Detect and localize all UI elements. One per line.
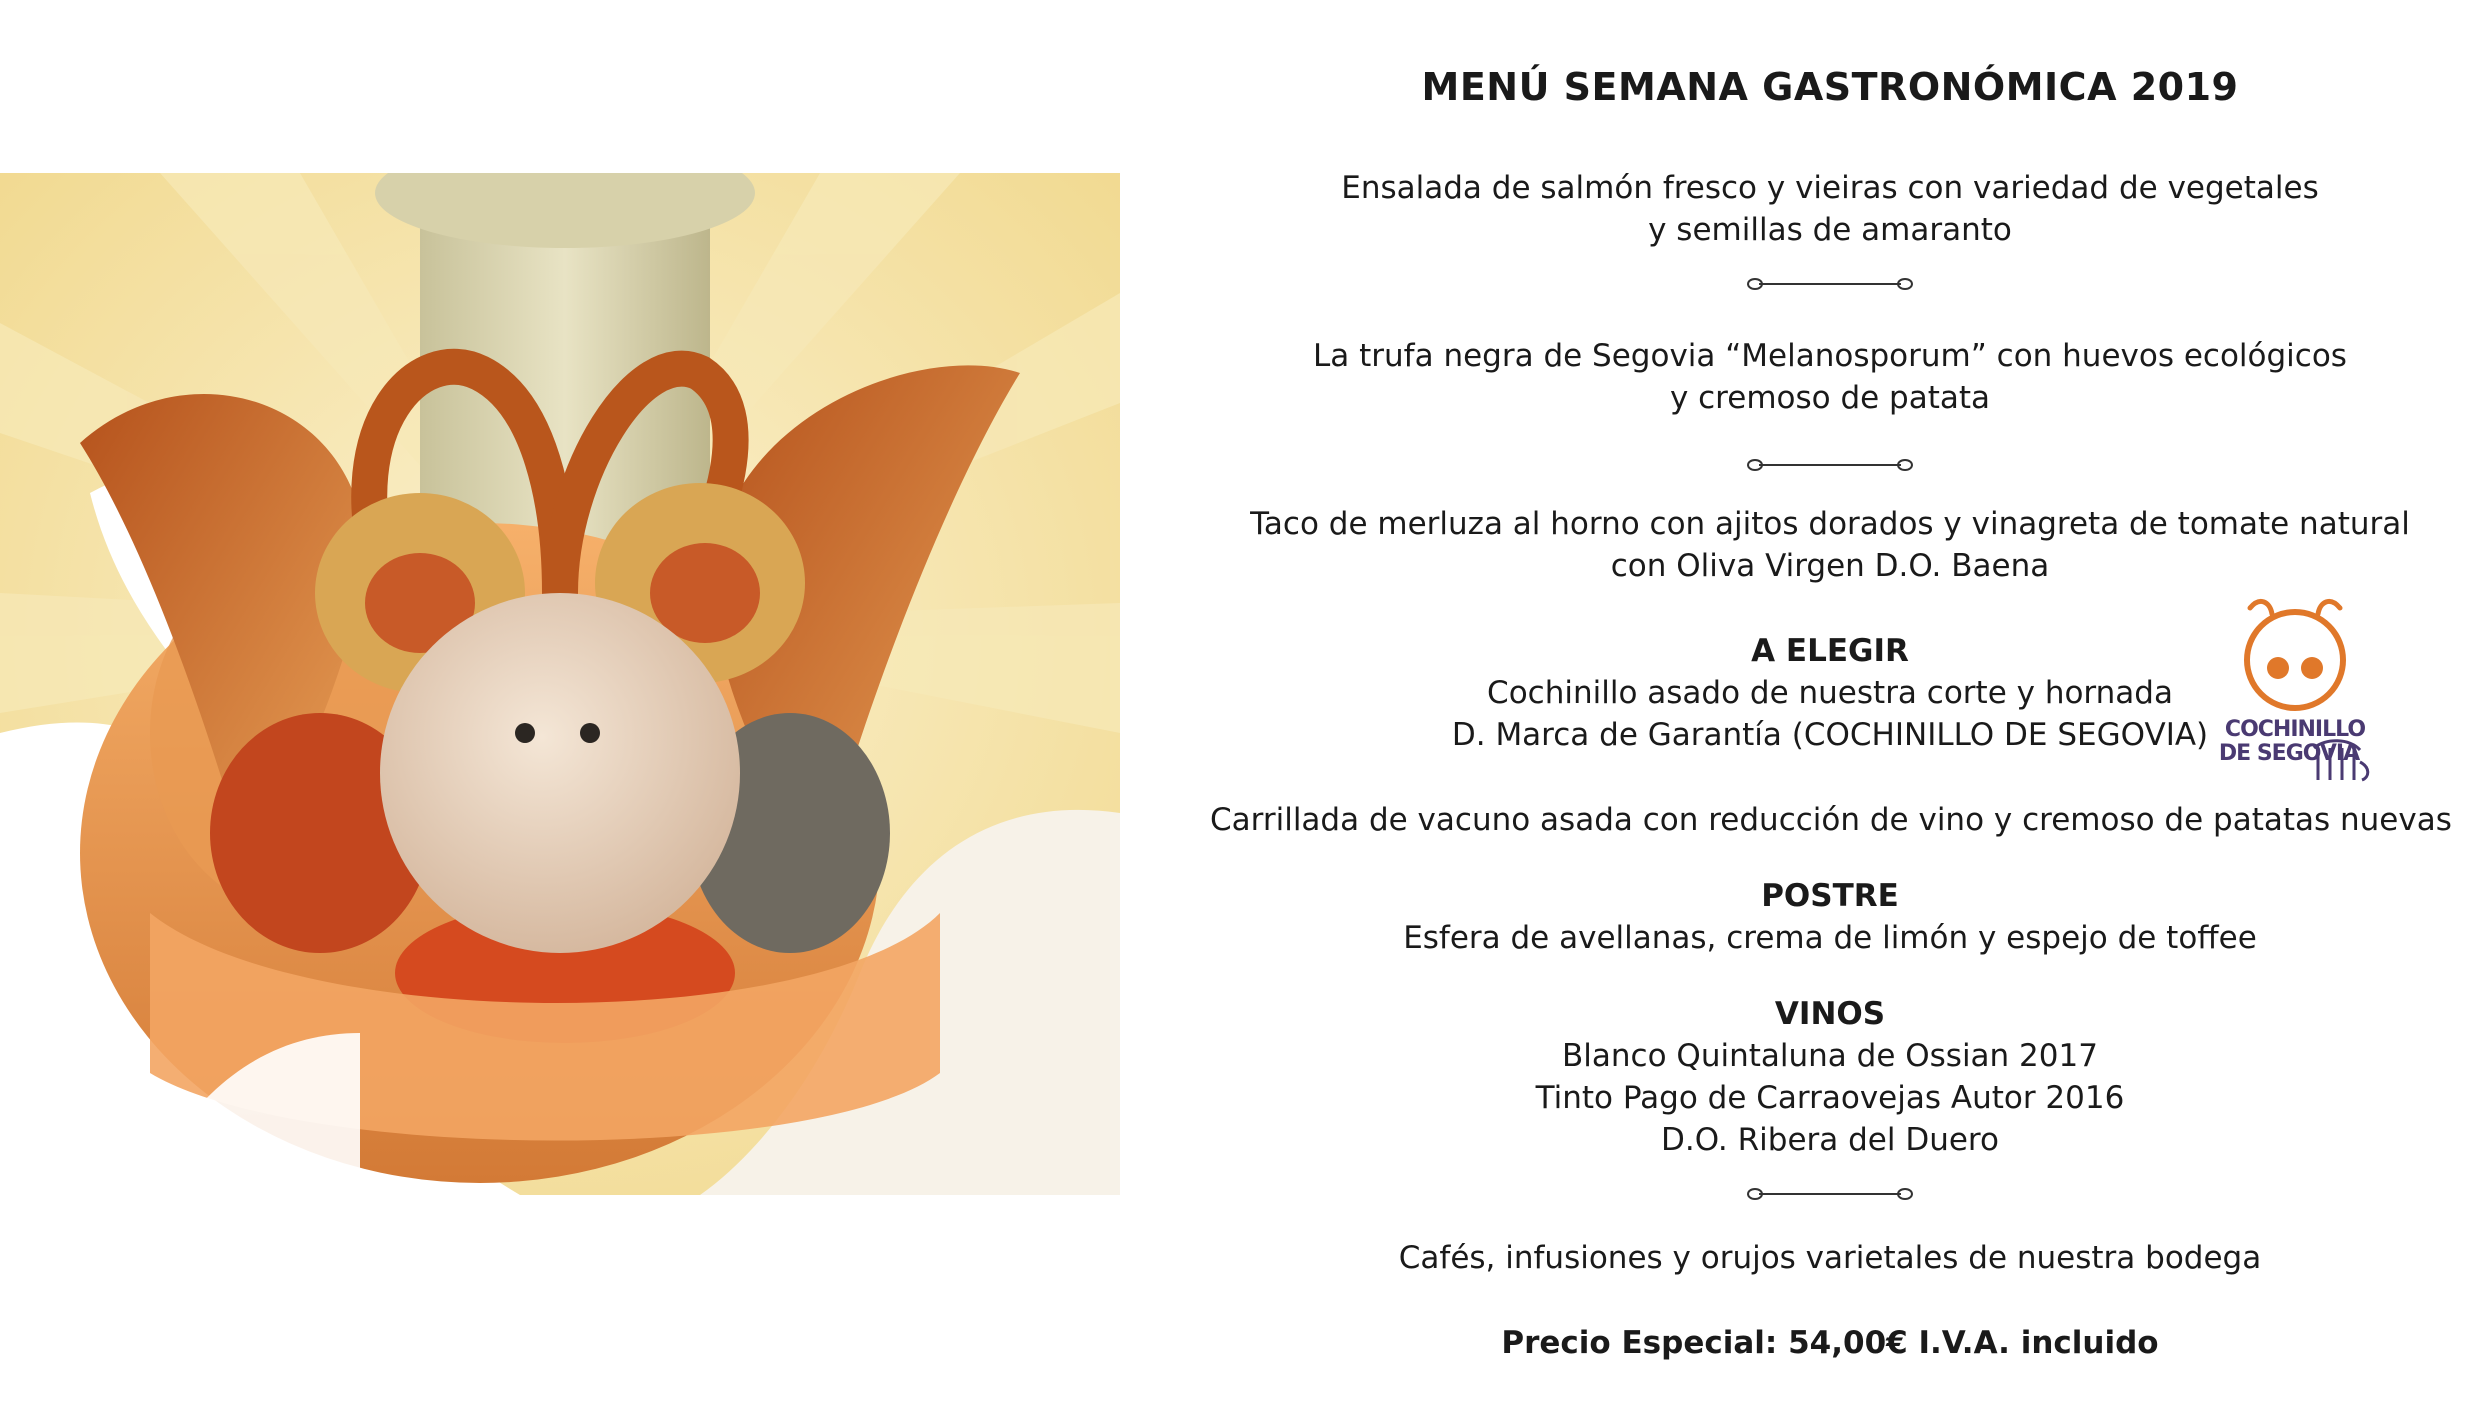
wines-heading: VINOS: [1774, 996, 1886, 1032]
coffee-line: Cafés, infusiones y orujos varietales de nuestra bodega: [1398, 1240, 2262, 1276]
choice-alt-line: Carrillada de vacuno asada con reducción de vino y cremoso de patatas nuevas: [1210, 802, 2452, 838]
logo-text-line1: COCHINILLO: [2224, 717, 2366, 742]
menu-title: MENÚ SEMANA GASTRONÓMICA 2019: [1421, 65, 2239, 109]
course-line: y cremoso de patata: [1669, 380, 1991, 416]
logo-text-line2: DE SEGOVIA: [2218, 741, 2360, 766]
wine-line: Tinto Pago de Carraovejas Autor 2016: [1535, 1080, 2125, 1116]
course-line: Ensalada de salmón fresco y vieiras con variedad de vegetales: [1341, 170, 2319, 206]
pig-illustration: [0, 173, 1120, 1195]
course-line: La trufa negra de Segovia “Melanosporum” con huevos ecológicos: [1313, 338, 2347, 374]
dessert-heading: POSTRE: [1761, 878, 1899, 914]
choice-line: Cochinillo asado de nuestra corte y hornada: [1487, 675, 2173, 711]
choice-heading: A ELEGIR: [1751, 633, 1909, 669]
course-line: Taco de merluza al horno con ajitos dorados y vinagreta de tomate natural: [1250, 506, 2410, 542]
wine-line: D.O. Ribera del Duero: [1661, 1122, 1999, 1158]
cochinillo-logo: [2210, 592, 2380, 792]
ceramic-pig-icon: [0, 173, 1120, 1195]
wine-line: Blanco Quintaluna de Ossian 2017: [1562, 1038, 2098, 1074]
dessert-line: Esfera de avellanas, crema de limón y espejo de toffee: [1403, 920, 2257, 956]
ornament-divider-icon: [1745, 274, 1915, 294]
ornament-divider-icon: [1745, 1184, 1915, 1204]
choice-line: D. Marca de Garantía (COCHINILLO DE SEGOVIA): [1451, 717, 2209, 753]
course-line: y semillas de amaranto: [1648, 212, 2012, 248]
course-line: con Oliva Virgen D.O. Baena: [1610, 548, 2050, 584]
ornament-divider-icon: [1745, 455, 1915, 475]
price-line: Precio Especial: 54,00€ I.V.A. incluido: [1501, 1325, 2159, 1361]
